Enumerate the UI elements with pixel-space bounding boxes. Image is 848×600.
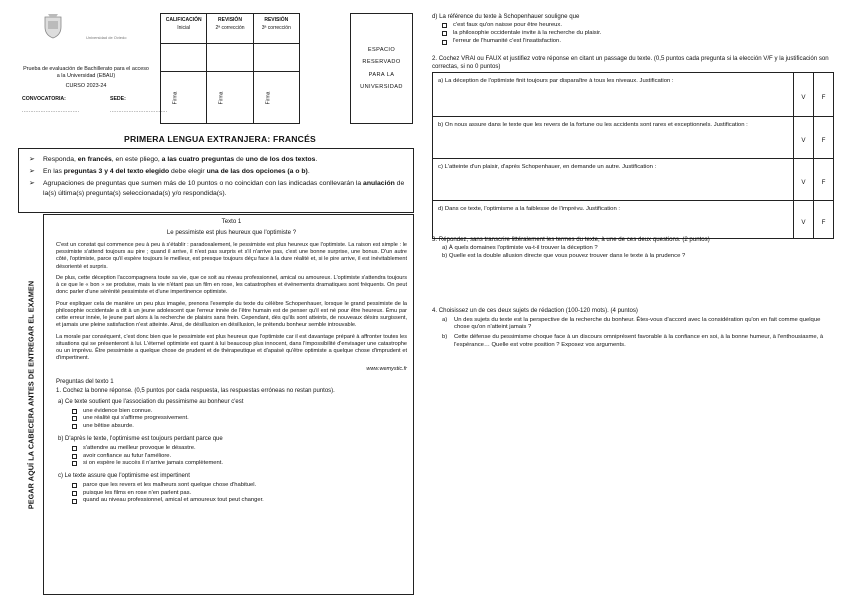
exam-title: Prueba de evaluación de Bachillerato para el acceso a la Universidad (EBAU) <box>23 66 149 79</box>
paste-header-label: PEGAR AQUÍ LA CABECERA ANTES DE ENTREGAR EL EXAMEN <box>26 280 36 510</box>
grade-table <box>160 13 300 124</box>
reserved-space: ESPACIO RESERVADO PARA LA UNIVERSIDAD <box>350 13 413 124</box>
grade-input-second[interactable] <box>207 44 252 72</box>
text-label: Texto 1 <box>221 218 242 225</box>
convocatoria-label: CONVOCATORIA: <box>22 96 66 102</box>
grade-col-second: REVISIÓN 2ª corrección Firma <box>207 14 253 123</box>
true-false-table <box>432 72 834 239</box>
question-1c: c) Le texte assure que l'optimisme est impertinent <box>58 473 190 480</box>
signature-box-initial[interactable]: Firma <box>172 91 179 104</box>
option-1a-1[interactable]: une évidence bien connue. <box>56 408 407 415</box>
option-1a-2[interactable]: une réalité qui s'affirme progressivement. <box>56 415 407 422</box>
grade-input-initial[interactable] <box>161 44 206 72</box>
question-4b: b) Cette défense du pessimisme choque face à un discours omniprésent favorable à la confiance en soi, à la bonne humeur, à l'enthousiasme, à l'espérance… Quelle est votre position ? Exposez vos arguments. <box>442 334 824 348</box>
option-1d-1[interactable]: c'est faux qu'on naisse pour être heureux. <box>432 22 832 29</box>
page-title: PRIMERA LENGUA EXTRANJERA: FRANCÉS <box>124 134 316 144</box>
checkbox[interactable] <box>442 31 447 36</box>
vf-false-d[interactable]: F <box>813 201 833 238</box>
text-box <box>43 214 414 595</box>
sede-label: SEDE: <box>110 96 126 102</box>
justification-field-a[interactable]: a) La déception de l'optimiste finit toujours par disparaître à tous les niveaux. Justification : <box>438 78 674 84</box>
text-source: www.wemystic.fr <box>366 365 407 372</box>
checkbox[interactable] <box>72 446 77 451</box>
grade-input-third[interactable] <box>254 44 299 72</box>
course-year: CURSO 2023-24 <box>65 82 107 89</box>
university-crest-icon <box>42 13 64 39</box>
option-1c-2[interactable]: puisque les films en rose n'en parlent pas. <box>56 490 407 497</box>
option-1d-2[interactable]: la philosophie occidentale invite à la recherche du plaisir. <box>432 30 832 37</box>
university-logo: Universidad de Oviedo <box>40 13 140 53</box>
option-1d-3[interactable]: l'erreur de l'humanité c'est l'insatisfaction. <box>432 38 832 45</box>
text-paragraph: De plus, cette déception l'accompagnera toute sa vie, que ce soit au niveau professionnel, amical ou amoureux. L'optimiste s'attendra toujours à ce que le « bon » se produise, mais la vie n'étant pas un film en rose, les catastrophes et événements dramatiques sont fréquents. On peut donc parler d'une sérénité pessimiste et d'une impertinence optimiste. <box>56 275 407 296</box>
vf-false-c[interactable]: F <box>813 159 833 200</box>
convocatoria-field[interactable]: .................................. <box>22 108 80 114</box>
vf-row-d <box>433 201 833 238</box>
grade-col-initial: CALIFICACIÓN Inicial Firma <box>161 14 207 123</box>
vf-row-b <box>433 117 833 159</box>
arrow-bullet-icon: ➢ <box>29 168 35 176</box>
vf-row-a <box>433 73 833 117</box>
text-title: Le pessimiste est plus heureux que l'optimiste ? <box>166 228 297 236</box>
vf-true-c[interactable]: V <box>793 159 813 200</box>
signature-box-third[interactable]: Firma <box>264 91 271 104</box>
vf-true-b[interactable]: V <box>793 117 813 158</box>
grade-col-third: REVISIÓN 3ª corrección Firma <box>254 14 299 123</box>
question-1: 1. Cochez la bonne réponse. (0,5 puntos por cada respuesta, las respuestas erróneas no restan puntos). <box>56 388 335 395</box>
option-1c-1[interactable]: parce que les revers et les malheurs sont quelque chose d'habituel. <box>56 482 407 489</box>
question-4: 4. Choisissez un de ces deux sujets de rédaction (100-120 mots). (4 puntos) a) Un des sujets du texte est la perspective de la recherche du bonheur. Êtes-vous d'accord avec la considération qu'on en fait comme quelque chose qu'on n'atteint jamais ? b) Cette défense du pessimisme choque face à un discours omniprésent favorable à la confiance en soi, à la bonne humeur, à l'enthousiasme, à l'espérance… Quelle est votre position ? Exposez vos arguments. <box>432 307 832 350</box>
option-1b-3[interactable]: si on espère le succès il n'arrive jamais complètement. <box>56 460 407 467</box>
question-1b: b) D'après le texte, l'optimisme est toujours perdant parce que <box>58 435 223 442</box>
option-1a-3[interactable]: une bêtise absurde. <box>56 423 407 430</box>
checkbox[interactable] <box>72 416 77 421</box>
exam-info <box>22 66 150 89</box>
justification-field-d[interactable]: d) Dans ce texte, l'optimisme a la faiblesse de l'imprévu. Justification : <box>438 206 620 212</box>
question-1a: a) Ce texte soutient que l'association du pessimisme au bonheur c'est <box>58 398 244 405</box>
checkbox[interactable] <box>72 483 77 488</box>
checkbox[interactable] <box>72 409 77 414</box>
questions-heading: Preguntas del texto 1 <box>56 377 114 385</box>
question-2: 2. Cochez VRAI ou FAUX et justifiez votre réponse en citant un passage du texte. (0,5 puntos cada pregunta si la elección V/F y la justificación son correctas, si no 0 puntos) <box>432 55 829 70</box>
question-1d: d) La référence du texte à Schopenhauer souligne que c'est faux qu'on naisse pour être heureux. la philosophie occidentale invite à la recherche du plaisir. l'erreur de l'humanité c'est l'insatisfaction. <box>432 13 832 46</box>
text-paragraph: C'est un constat qui commence peu à peu à s'établir : paradoxalement, le pessimiste est plus heureux que l'optimiste. La raison est simple : le pessimiste s'attend toujours au pire ; quand il arrive, il n'est pas surpris et s'il n'arrive pas, c'est une bonne surprise, une bonus. D'un autre côté, l'optimiste, parce qu'il espère toujours le meilleur, est presque toujours déçu face à la dure réalité et, si le pire arrive, il est inévitablement désorienté et surpris. <box>56 242 407 270</box>
instruction-item: ➢ Agrupaciones de preguntas que sumen más de 10 puntos o no coincidan con las indicadas conllevarán la anulación de la(s) última(s) pregunta(s) seleccionada(s) y/o respondida(s). <box>29 180 405 198</box>
justification-field-b[interactable]: b) On nous assure dans le texte que les revers de la fortune ou les accidents sont rares et exceptionnels. Justification : <box>438 122 748 128</box>
checkbox[interactable] <box>72 499 77 504</box>
question-4a: a) Un des sujets du texte est la perspective de la recherche du bonheur. Êtes-vous d'accord avec la considération qu'on en fait comme quelque chose qu'on n'atteint jamais ? <box>442 316 821 331</box>
checkbox[interactable] <box>72 461 77 466</box>
question-3b: b) Quelle est la double allusion directe que vous pouvez trouver dans le texte à la prudence ? <box>442 252 686 259</box>
checkbox[interactable] <box>72 454 77 459</box>
option-1b-2[interactable]: avoir confiance au futur l'améliore. <box>56 453 407 460</box>
checkbox[interactable] <box>72 491 77 496</box>
question-3: 3. Répondez, sans transcrire littéralement les termes du texte, à une de ces deux questions. (2 puntos) a) À quels domaines l'optimiste va-t-il trouver la déception ? b) Quelle est la double allusion directe que vous pouvez trouver dans le texte à la prudence ? <box>432 236 832 260</box>
checkbox[interactable] <box>72 424 77 429</box>
arrow-bullet-icon: ➢ <box>29 180 35 188</box>
vf-row-c <box>433 159 833 201</box>
checkbox[interactable] <box>442 40 447 45</box>
checkbox[interactable] <box>442 23 447 28</box>
vf-true-a[interactable]: V <box>793 73 813 116</box>
signature-box-second[interactable]: Firma <box>218 91 225 104</box>
vf-false-a[interactable]: F <box>813 73 833 116</box>
instruction-item: ➢ Responda, en francés, en este pliego, a las cuatro preguntas de uno de los dos textos. <box>29 155 407 165</box>
option-1b-1[interactable]: s'attendre au meilleur provoque le désastre. <box>56 445 407 452</box>
vf-true-d[interactable]: V <box>793 201 813 238</box>
text-paragraph: Pour expliquer cela de manière un peu plus imagée, prenons l'exemple du texte du célèbre Schopenhauer, lorsque le grand pessimiste de la philosophie occidentale a dit à un jeune adolescent que l'erreur innée de l'être humain est de penser qu'il est né pour être heureux. Ému par cette erreur innée, le jeune part alors à la recherche de plaisirs sans frein. Cependant, dès qu'ils sont atteints, de nouveaux désirs surgissent, et jamais une pleine satisfaction n'est atteinte. Ainsi, de désillusion en désillusion, le prétendu bonheur semble introuvable. <box>56 300 407 329</box>
sede-field[interactable]: .................................. <box>110 108 168 114</box>
instructions-box <box>18 148 414 213</box>
text-paragraph: La morale par conséquent, c'est donc bien que le pessimiste est plus heureux que l'optimiste car il est davantage préparé à affronter toutes les situations qui se présenteront à lui. L'éternel optimiste est quant à lui beaucoup plus innocent, dans l'impossibilité d'envisager une catastrophe ou un imprévu. Être pessimiste a quelque chose de prudent et de thérapeutique et d'apaisé qu'être optimiste a quelque chose d'imprudent et d'impertinent. <box>56 333 407 362</box>
justification-field-c[interactable]: c) L'atteinte d'un plaisir, d'après Schopenhauer, en demande un autre. Justification : <box>438 164 657 170</box>
arrow-bullet-icon: ➢ <box>29 156 35 163</box>
instruction-item: ➢ En las preguntas 3 y 4 del texto elegido debe elegir una de las dos opciones (a o b). <box>29 167 407 177</box>
option-1c-3[interactable]: quand au niveau professionnel, amical et amoureux tout peut changer. <box>56 497 407 504</box>
question-3a: a) À quels domaines l'optimiste va-t-il trouver la déception ? <box>442 244 598 251</box>
vf-false-b[interactable]: F <box>813 117 833 158</box>
